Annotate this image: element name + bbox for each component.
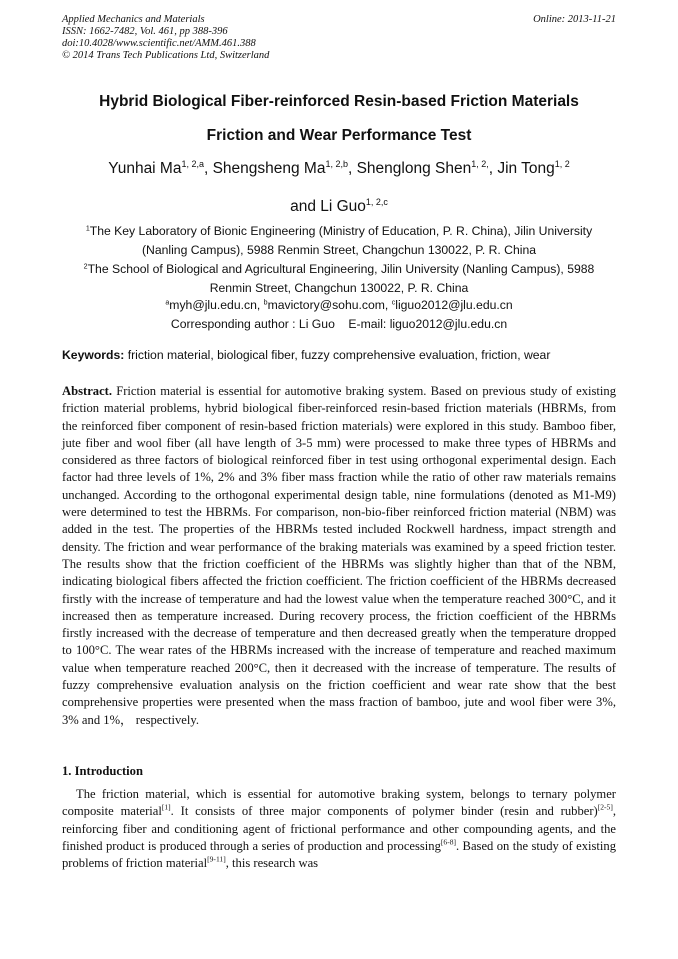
author-sup: 1, 2: [554, 159, 570, 170]
email-a-sup: a: [165, 299, 170, 307]
citation-ref[interactable]: [9-11]: [207, 854, 226, 864]
affiliation-1-sup: 1: [85, 225, 90, 233]
keywords-label: Keywords:: [62, 348, 125, 362]
affiliation-1-line1: [62, 222, 616, 241]
email-b-link[interactable]: mavictory@sohu.com,: [267, 298, 392, 312]
author-sep: ,: [203, 160, 213, 177]
email-a-link[interactable]: myh@jlu.edu.cn,: [169, 298, 264, 312]
author-sup: 1, 2,c: [365, 197, 388, 208]
paper-title-line1: Hybrid Biological Fiber-reinforced Resin-based Friction Materials: [99, 93, 579, 110]
affiliation-1-line2: (Nanling Campus), 5988 Renmin Street, Changchun 130022, P. R. China: [141, 242, 537, 257]
issn-line: ISSN: 1662-7482, Vol. 461, pp 388-396: [62, 26, 228, 37]
intro-text: , reinforcing fiber and conditioning agent of frictional performance and other compounding agents, and the finished product is produced through a series of production and processing: [62, 804, 616, 853]
citation-ref[interactable]: [2-5]: [597, 803, 613, 813]
author-name: Yunhai Ma: [108, 160, 182, 177]
keywords-text: friction material, biological fiber, fuzzy comprehensive evaluation, friction, wear: [124, 348, 551, 362]
email-c-link[interactable]: liguo2012@jlu.edu.cn: [395, 298, 513, 312]
section-heading-introduction: 1. Introduction: [62, 764, 143, 778]
journal-header: [62, 14, 616, 62]
author-sup: 1, 2,b: [325, 159, 348, 170]
email-c-sup: c: [391, 299, 396, 307]
affiliation-1-text: The Key Laboratory of Bionic Engineering (Ministry of Education, P. R. China), Jilin University: [89, 224, 593, 238]
paper-title-line2: Friction and Wear Performance Test: [206, 127, 472, 144]
intro-text: . It consists of three major components of polymer binder (resin and rubber): [170, 804, 598, 819]
affiliation-2-line1: [62, 260, 616, 279]
email-b-sup: b: [263, 299, 268, 307]
corresponding-author: Corresponding author : Li Guo E-mail: liguo2012@jlu.edu.cn: [170, 316, 508, 331]
copyright-line: © 2014 Trans Tech Publications Ltd, Switzerland: [62, 50, 270, 61]
intro-text: The friction material, which is essential for automotive braking system, belongs to ternary polymer composite material: [62, 787, 616, 819]
author-sup: 1, 2,a: [181, 159, 204, 170]
affiliation-2-line2: Renmin Street, Changchun 130022, P. R. China: [209, 280, 469, 295]
abstract-text: Friction material is essential for automotive braking system. Based on previous study of existing friction material problems, hybrid biological fiber-reinforced resin-based friction materials (HBRMs, from the reinforced fiber component of resin-based friction materials) were explored in this study. Bamboo fiber, jute fiber and wool fiber (all have length of 3-5 mm) were processed to make three types of HBRMs and considered as three factors of biological reinforced fiber in test using orthogonal experimental design. Each factor had three levels of 1%, 2% and 3% fiber mass fraction while the ratio of other raw materials remains unchanged. According to the orthogonal experimental design table, nine formulations (denoted as M1-M9) were determined to test the HBRMs. For comparison, non-bio-fiber reinforced friction material (NBM) was added in the test. The properties of the HBRMs tested included Rockwell hardness, impact strength and density. The friction and wear performance of the braking materials was examined by a speed friction tester. The results show that the friction coefficient of the HBRMs was slightly higher than that of the NBM, indicating biological fibers affected the friction coefficient. The friction coefficient of the HBRMs decreased firstly with the increase of temperature and had the lowest value when the temperature reached 300°C, and it increased then as temperature increased. During recovery process, the friction coefficient of the HBRMs firstly increased with the decrease of temperature and then decreased greatly when the temperature dropped to 100°C. The wear rates of the HBRMs increased with the increase of temperature and reached maximum value when temperature reached 200°C, then it decreased with the increase of temperature. The results of fuzzy comprehensive evaluation analysis on the friction coefficient and wear rate show that the best comprehensive properties were presented when the mass fraction of bamboo, jute and wool fiber were 3%, 3% and 1%， respectively.: [62, 384, 616, 727]
keywords: [62, 348, 616, 362]
online-date: Online: 2013-11-21: [533, 14, 616, 25]
author-line-2: [62, 198, 616, 216]
author-sup: 1, 2,: [471, 159, 489, 170]
author-sep: ,: [488, 160, 498, 177]
affiliation-1: [62, 222, 616, 259]
affiliation-2-text: The School of Biological and Agricultural Engineering, Jilin University (Nanling Campus), 5988: [87, 262, 595, 276]
citation-ref[interactable]: [6-8]: [440, 837, 456, 847]
email-list: [62, 296, 616, 315]
journal-name: Applied Mechanics and Materials: [62, 14, 205, 25]
author-line-1: [62, 160, 616, 178]
author-name: Jin Tong: [497, 160, 555, 177]
author-name: Shengsheng Ma: [212, 160, 326, 177]
author-emails: [62, 296, 616, 333]
author-sep: ,: [347, 160, 357, 177]
author-name: Shenglong Shen: [356, 160, 472, 177]
doi-line: doi:10.4028/www.scientific.net/AMM.461.388: [62, 38, 256, 49]
introduction-paragraph: [62, 786, 616, 872]
intro-text: , this research was: [225, 856, 319, 871]
intro-text: . Based on the study of existing problems of friction material: [62, 838, 616, 871]
author-name: and Li Guo: [290, 198, 366, 215]
citation-ref[interactable]: [1]: [161, 803, 171, 813]
abstract-label: Abstract.: [62, 384, 113, 398]
abstract: [62, 383, 616, 729]
affiliation-2: [62, 260, 616, 297]
affiliation-2-sup: 2: [83, 263, 88, 271]
